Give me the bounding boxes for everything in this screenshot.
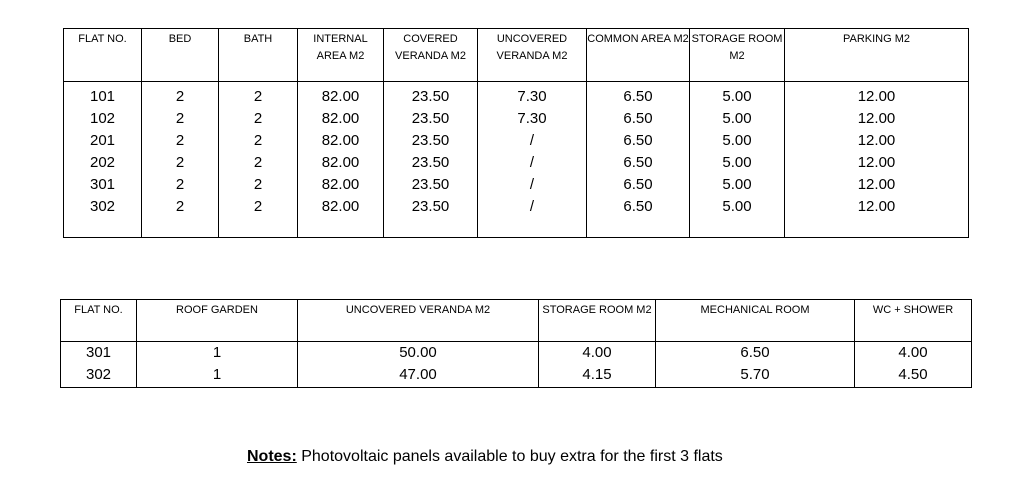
cell-value: 302 — [89, 198, 116, 215]
table-header-row — [64, 29, 969, 82]
cell-value: 6.50 — [623, 132, 653, 149]
cell-value: 302 — [85, 366, 112, 383]
cell-value: 5.00 — [722, 176, 752, 193]
cell-value: 2 — [175, 198, 185, 215]
header-covered-veranda: COVERED VERANDA M2 — [384, 29, 478, 82]
cell-value: / — [529, 176, 535, 193]
column-bed — [142, 82, 219, 238]
cell-value: 82.00 — [321, 176, 360, 193]
cell-value: 5.00 — [722, 110, 752, 127]
cell-value: 2 — [175, 176, 185, 193]
header-flat-no: FLAT NO. — [61, 300, 137, 342]
cell-value: 82.00 — [321, 154, 360, 171]
cell-value: 2 — [253, 110, 263, 127]
cell-value: / — [529, 132, 535, 149]
cell-value: 12.00 — [857, 110, 896, 127]
top-floor-extras-table — [60, 299, 972, 388]
table-header-row — [61, 300, 972, 342]
cell-value: 201 — [89, 132, 116, 149]
column-parking — [785, 82, 969, 238]
cell-value: 5.00 — [722, 88, 752, 105]
cell-value: 202 — [89, 154, 116, 171]
cell-value: 5.00 — [722, 132, 752, 149]
cell-value: 6.50 — [623, 110, 653, 127]
cell-value: 82.00 — [321, 198, 360, 215]
cell-value: 5.70 — [740, 366, 770, 383]
notes-text: Photovoltaic panels available to buy extra for the first 3 flats — [296, 448, 723, 465]
cell-value: 23.50 — [411, 88, 450, 105]
column-uncovered-veranda — [478, 82, 587, 238]
cell-value: / — [529, 154, 535, 171]
cell-value: 12.00 — [857, 132, 896, 149]
cell-value: 2 — [253, 154, 263, 171]
header-roof-garden: ROOF GARDEN — [137, 300, 298, 342]
column-covered-veranda — [384, 82, 478, 238]
header-uncovered-veranda: UNCOVERED VERANDA M2 — [478, 29, 587, 82]
cell-value: 7.30 — [517, 110, 547, 127]
column-flat-no — [61, 342, 137, 388]
cell-value: 82.00 — [321, 88, 360, 105]
cell-value: 23.50 — [411, 154, 450, 171]
cell-value: 2 — [253, 88, 263, 105]
column-uncovered-veranda — [298, 342, 539, 388]
cell-value: 2 — [175, 110, 185, 127]
header-internal-area: INTERNAL AREA M2 — [298, 29, 384, 82]
notes-label: Notes: — [247, 448, 297, 465]
cell-value: 1 — [212, 366, 222, 383]
header-flat-no: FLAT NO. — [64, 29, 142, 82]
cell-value: 301 — [85, 344, 112, 361]
column-wc-shower — [855, 342, 972, 388]
cell-value: 23.50 — [411, 110, 450, 127]
cell-value: 2 — [253, 198, 263, 215]
column-flat-no — [64, 82, 142, 238]
cell-value: 102 — [89, 110, 116, 127]
column-roof-garden — [137, 342, 298, 388]
column-common-area — [587, 82, 690, 238]
cell-value: 82.00 — [321, 110, 360, 127]
cell-value: 5.00 — [722, 198, 752, 215]
cell-value: 23.50 — [411, 132, 450, 149]
cell-value: 6.50 — [740, 344, 770, 361]
header-parking: PARKING M2 — [785, 29, 969, 82]
cell-value: 23.50 — [411, 198, 450, 215]
column-storage-room — [690, 82, 785, 238]
table-body-row — [64, 82, 969, 238]
cell-value: 6.50 — [623, 198, 653, 215]
cell-value: 6.50 — [623, 88, 653, 105]
cell-value: 50.00 — [399, 344, 437, 361]
cell-value: 101 — [89, 88, 116, 105]
flats-specification-table — [63, 28, 969, 238]
cell-value: 2 — [175, 132, 185, 149]
cell-value: 6.50 — [623, 176, 653, 193]
cell-value: 2 — [175, 154, 185, 171]
cell-value: 1 — [212, 344, 222, 361]
cell-value: 12.00 — [857, 154, 896, 171]
cell-value: 2 — [253, 132, 263, 149]
cell-value: 2 — [253, 176, 263, 193]
header-bath: BATH — [219, 29, 298, 82]
notes-line — [247, 446, 723, 468]
cell-value: 47.00 — [399, 366, 437, 383]
cell-value: 4.50 — [898, 366, 928, 383]
cell-value: 2 — [175, 88, 185, 105]
cell-value: 12.00 — [857, 176, 896, 193]
header-common-area: COMMON AREA M2 — [587, 29, 690, 82]
header-bed: BED — [142, 29, 219, 82]
column-bath — [219, 82, 298, 238]
cell-value: 23.50 — [411, 176, 450, 193]
column-storage-room — [539, 342, 656, 388]
cell-value: 4.00 — [582, 344, 612, 361]
cell-value: 301 — [89, 176, 116, 193]
cell-value: 6.50 — [623, 154, 653, 171]
cell-value: 4.00 — [898, 344, 928, 361]
cell-value: 4.15 — [582, 366, 612, 383]
cell-value: 12.00 — [857, 88, 896, 105]
table-body-row — [61, 342, 972, 388]
header-uncovered-veranda: UNCOVERED VERANDA M2 — [298, 300, 539, 342]
header-storage-room: STORAGE ROOM M2 — [539, 300, 656, 342]
cell-value: 5.00 — [722, 154, 752, 171]
cell-value: 7.30 — [517, 88, 547, 105]
column-mechanical-room — [656, 342, 855, 388]
header-wc-shower: WC + SHOWER — [855, 300, 972, 342]
cell-value: 12.00 — [857, 198, 896, 215]
header-storage-room: STORAGE ROOM M2 — [690, 29, 785, 82]
column-internal-area — [298, 82, 384, 238]
cell-value: 82.00 — [321, 132, 360, 149]
header-mechanical-room: MECHANICAL ROOM — [656, 300, 855, 342]
cell-value: / — [529, 198, 535, 215]
